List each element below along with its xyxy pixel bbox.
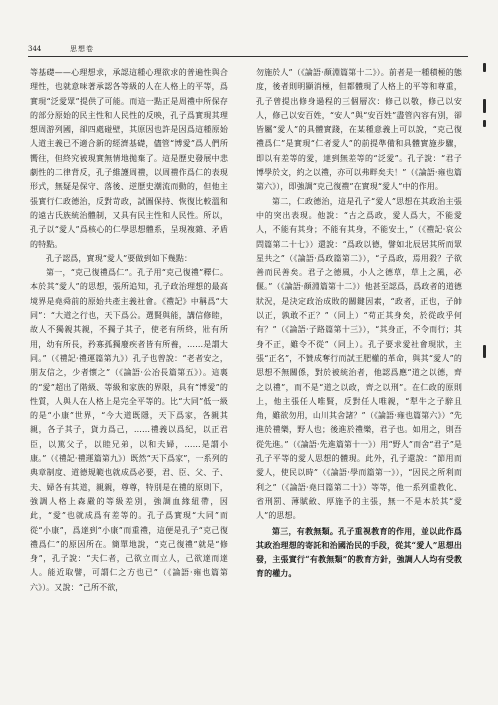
left-column xyxy=(30,66,228,686)
mark-1 xyxy=(483,63,486,71)
right-column xyxy=(256,66,462,686)
running-title: 思想卷 xyxy=(70,45,94,53)
paragraph: 第三，有教無類。孔子重視教育的作用，並以此作爲其政治理想的寄託和治國治民的手段，從其“愛人”思想出發，主張實行“有教無類”的教育方針，強調人人均有受教育的權力。 xyxy=(256,525,462,579)
page-number: 344 xyxy=(28,45,42,53)
paragraph: 第一，“克己復禮爲仁”。孔子用“克己復禮”釋仁。本於其“愛人”的思想，張所追知，孔子政治理想的最高境界是堯舜前的原始共產主義社會。《禮記》中稱爲“大同”：“大道之行也，天下爲公。選賢與能，講信修睦，故人不獨親其親，不獨子其子，使老有所終，壯有所用，幼有所長，矜寡孤獨廢疾者皆有所養，……是謂大同。”（《禮記·禮運篇第九》）孔子也曾說：“老者安之，朋友信之，少者懷之”（《論語·公冶長篇第五》）。這裏的“愛”超出了階級、等級和家族的界限，具有“博愛”的性質，人與人在人格上是完全平等的。比“大同”低一級的是“小康”世界，“今大道既隱，天下爲家，各親其親，各子其子，貨力爲己，……禮義以爲紀，以正君臣，以篤父子，以睦兄弟，以和夫婦，……是謂小康。”（《禮記·禮運篇第九》）既然“天下爲家”，一系列的典章制度、道德規範也就成爲必要，君、臣、父、子、夫、婦各有其道，親親，尊尊，特別是在禮的原則下，強調人格上森嚴的等級差別，強調血緣紐帶，因此，“愛”也就成爲有差等的。孔子爲實現“大同”而從“小康”，爲達到“小康”而重禮，這便是孔子“克己復禮爲仁”的原因所在。簡單地說，“克己復禮”就是“修身”，孔子說：“夫仁者，己欲立而立人，己欲達而達人。能近取譬，可謂仁之方也已”（《論語·雍也篇第六》）。又說：“己所不欲， xyxy=(30,268,228,592)
paragraph: 等基礎——心理想求，承認這種心理欲求的普遍性與合理性，也就意味著承認各等級的人在人格上的平等，爲實現“泛愛眾”提供了可能。而這一點正是周禮中所保存的部分原始的民主性和人民性的反映，孔子爲實現其理想周游列國，卻四處碰壁，其原因也許是因爲這種原始人道主義已不適合新的經濟基礎，儘管“博愛”爲人們所嚮往，但終究被現實無情地拋棄了。這是歷史發展中悲劇性的二律背反，孔子維護周禮，以周禮作爲仁的表現形式，無疑是保守、落後、逆歷史潮流而動的，但他主張實行仁政德治，反對苛政，試圖保持、恢復比較溫和的遠古氏族統治體制，又具有民主性和人民性。所以，孔子以“愛人”爲核心的仁學思想體系，呈現複雜、矛盾的特點。 xyxy=(30,68,228,249)
mark-3 xyxy=(483,120,486,127)
page-header xyxy=(28,42,468,57)
paragraph: 勿施於人”（《論語·顏淵篇第十二》）。前者是一種積極的態度，後者則明顯消極，但都體現了人格上的平等和尊重，孔子曾提出修身過程的三個層次：修己以敬，修己以安人，修己以安百姓，“安人”與“安百姓”盡管內容有別，卻皆屬“愛人”的具體實踐，在某種意義上可以說，“克己復禮爲仁”是實現“仁者愛人”的前提準備和具體實施步驟，即以有差等的愛，達到無差等的“泛愛”。孔子說：“君子博學於文，約之以禮，亦可以弗畔矣夫！”（《論語·雍也篇第六》），即強調“克己復禮”在實現“愛人”中的作用。 xyxy=(256,68,462,192)
mark-2 xyxy=(483,99,486,113)
margin-scan-marks xyxy=(478,0,492,705)
paragraph: 第二，仁政德治，這是孔子“愛人”思想在其政治主張中的突出表現。他說：“古之爲政，愛人爲大，不能愛人，不能有其身；不能有其身，不能安土，”（《禮記·哀公問篇第二十七》）還說：“爲政以德，譬如北辰居其所而眾星共之”（《論語·爲政篇第二》），“子爲政，焉用殺？子欲善而民善矣。君子之德風，小人之德草，草上之風，必偃。”（《論語·顏淵篇第十二》）他甚至認爲，爲政者的道德狀況，是決定政治成敗的關鍵因素，“政者，正也，子帥以正，孰敢不正？”（同上）“苟正其身矣，於從政乎何有？”（《論語·子路篇第十三》），“其身正，不令而行；其身不正，雖令不從”（同上）。孔子要求愛社會現狀，主張“正名”，不贊成奪行而試王肥權的革命，與其“愛人”的思想不無關係，對於被統治者，他認爲應“道之以德，齊之以禮”，而不是“道之以政，齊之以刑”。在仁政的原則上，他主張任人唯賢，反對任人唯親，“犁牛之子騂且角，雖欲勿用，山川其舍諸？”（《論語·雍也篇第六》）“先進於禮樂，野人也；後進於禮樂，君子也。如用之，則吾從先進。”（《論語·先進篇第十一》）用“野人”而舍“君子”是孔子平等的愛人思想的體現。此外，孔子還說：“節用而愛人，使民以時”（《論語·學而篇第一》），“因民之所利而利之”（《論語·堯曰篇第二十》）等等，他一系列重教化、省刑罰、薄賦斂、厚施予的主張，無一不是本於其“愛人”的思想。 xyxy=(256,196,462,521)
paragraph: 孔子認爲，實現“愛人”要做到如下幾點： xyxy=(46,253,193,263)
mark-4 xyxy=(483,345,486,358)
